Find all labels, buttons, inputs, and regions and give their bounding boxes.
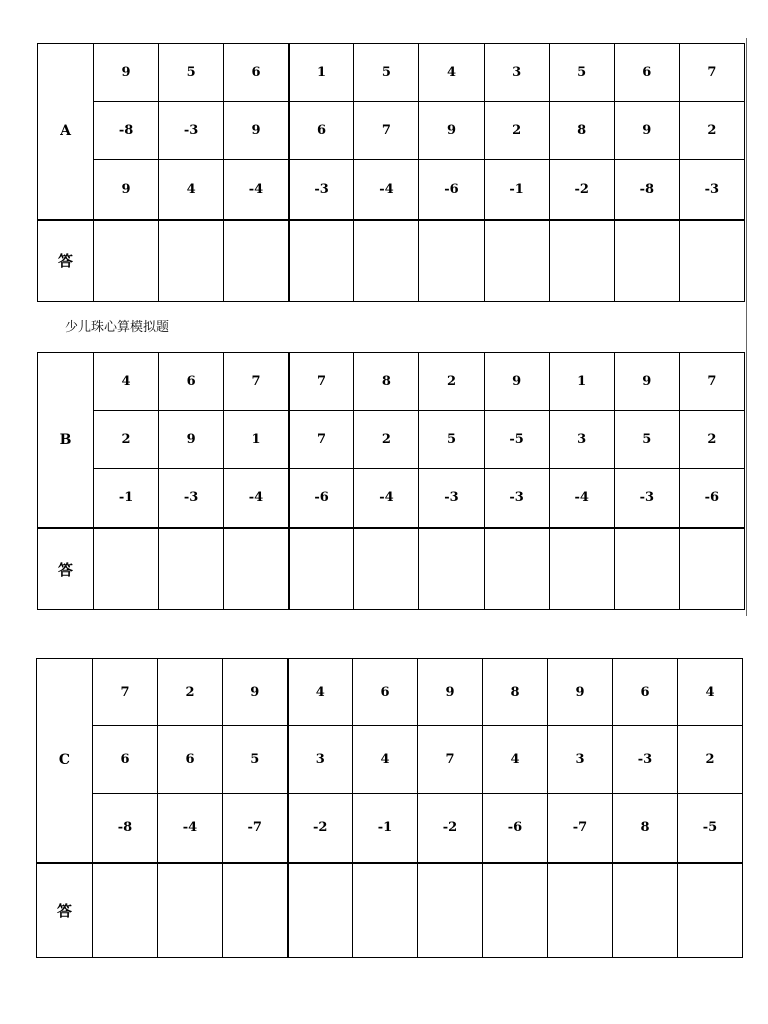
answer-cell[interactable]	[678, 863, 743, 958]
number-cell: 2	[679, 410, 744, 468]
number-cell: -4	[549, 468, 614, 528]
number-cell: 9	[548, 659, 613, 726]
worksheet-table-c	[36, 658, 743, 958]
number-cell: 3	[288, 726, 353, 793]
number-cell: -3	[289, 160, 354, 220]
number-cell: 8	[483, 659, 548, 726]
number-cell: -4	[158, 793, 223, 862]
answer-label: 答	[37, 863, 93, 958]
number-cell: -3	[419, 468, 484, 528]
answer-cell[interactable]	[679, 220, 744, 302]
number-cell: 2	[679, 102, 744, 160]
number-cell: 9	[614, 102, 679, 160]
answer-cell[interactable]	[159, 220, 224, 302]
answer-label: 答	[38, 220, 94, 302]
number-cell: -3	[159, 468, 224, 528]
number-cell: 7	[289, 353, 354, 411]
number-cell: 5	[549, 44, 614, 102]
problem-row	[38, 468, 745, 528]
number-cell: -6	[289, 468, 354, 528]
answer-cell[interactable]	[418, 863, 483, 958]
number-cell: 7	[93, 659, 158, 726]
number-cell: -1	[94, 468, 159, 528]
answer-cell[interactable]	[94, 528, 159, 609]
answer-cell[interactable]	[548, 863, 613, 958]
number-cell: 4	[353, 726, 418, 793]
section-label: A	[38, 44, 94, 220]
number-cell: 4	[419, 44, 484, 102]
number-cell: 6	[93, 726, 158, 793]
answer-cell[interactable]	[158, 863, 223, 958]
number-cell: -8	[94, 102, 159, 160]
number-cell: -5	[484, 410, 549, 468]
number-cell: -8	[614, 160, 679, 220]
number-cell: 9	[418, 659, 483, 726]
number-cell: -8	[93, 793, 158, 862]
problem-row	[38, 410, 745, 468]
problem-row	[37, 659, 743, 726]
answer-cell[interactable]	[419, 528, 484, 609]
answer-cell[interactable]	[289, 528, 354, 609]
answer-cell[interactable]	[679, 528, 744, 609]
number-cell: 6	[159, 353, 224, 411]
worksheet-table-b	[37, 352, 745, 610]
number-cell: 3	[484, 44, 549, 102]
worksheet-caption: 少儿珠心算模拟题	[65, 320, 170, 335]
number-cell: -5	[678, 793, 743, 862]
number-cell: -2	[418, 793, 483, 862]
number-cell: 7	[418, 726, 483, 793]
number-cell: 3	[549, 410, 614, 468]
number-cell: 5	[419, 410, 484, 468]
number-cell: -4	[224, 160, 289, 220]
answer-cell[interactable]	[549, 220, 614, 302]
answer-cell[interactable]	[484, 220, 549, 302]
problem-row	[38, 44, 745, 102]
answer-cell[interactable]	[419, 220, 484, 302]
number-cell: 9	[94, 44, 159, 102]
number-cell: 2	[354, 410, 419, 468]
number-cell: 9	[159, 410, 224, 468]
answer-cell[interactable]	[224, 220, 289, 302]
answer-cell[interactable]	[353, 863, 418, 958]
problem-row	[37, 793, 743, 862]
number-cell: -7	[223, 793, 288, 862]
number-cell: 4	[678, 659, 743, 726]
answer-cell[interactable]	[483, 863, 548, 958]
problem-row	[38, 160, 745, 220]
number-cell: -4	[224, 468, 289, 528]
section-label: B	[38, 353, 94, 529]
number-cell: 4	[483, 726, 548, 793]
number-cell: 2	[158, 659, 223, 726]
problem-row	[38, 102, 745, 160]
answer-cell[interactable]	[288, 863, 353, 958]
number-cell: 6	[224, 44, 289, 102]
number-cell: 7	[354, 102, 419, 160]
answer-row	[37, 863, 743, 958]
problem-row	[38, 353, 745, 411]
number-cell: 6	[158, 726, 223, 793]
answer-cell[interactable]	[223, 863, 288, 958]
answer-cell[interactable]	[93, 863, 158, 958]
answer-cell[interactable]	[484, 528, 549, 609]
answer-cell[interactable]	[289, 220, 354, 302]
answer-cell[interactable]	[94, 220, 159, 302]
number-cell: 4	[288, 659, 353, 726]
number-cell: 5	[223, 726, 288, 793]
number-cell: 3	[548, 726, 613, 793]
number-cell: 6	[613, 659, 678, 726]
number-cell: -3	[484, 468, 549, 528]
section-label: C	[37, 659, 93, 863]
number-cell: 5	[614, 410, 679, 468]
answer-cell[interactable]	[613, 863, 678, 958]
number-cell: 2	[678, 726, 743, 793]
number-cell: 8	[354, 353, 419, 411]
number-cell: -2	[549, 160, 614, 220]
answer-row	[38, 528, 745, 609]
number-cell: 2	[94, 410, 159, 468]
number-cell: 7	[224, 353, 289, 411]
number-cell: 6	[614, 44, 679, 102]
number-cell: -7	[548, 793, 613, 862]
number-cell: 4	[159, 160, 224, 220]
answer-cell[interactable]	[614, 528, 679, 609]
number-cell: 5	[159, 44, 224, 102]
number-cell: -1	[484, 160, 549, 220]
number-cell: 7	[679, 353, 744, 411]
number-cell: -2	[288, 793, 353, 862]
answer-cell[interactable]	[159, 528, 224, 609]
answer-cell[interactable]	[354, 220, 419, 302]
number-cell: 4	[94, 353, 159, 411]
number-cell: 9	[223, 659, 288, 726]
number-cell: 5	[354, 44, 419, 102]
number-cell: -1	[353, 793, 418, 862]
number-cell: 6	[353, 659, 418, 726]
number-cell: -3	[679, 160, 744, 220]
number-cell: 6	[289, 102, 354, 160]
worksheet-table-a	[37, 43, 745, 302]
number-cell: 8	[549, 102, 614, 160]
number-cell: -3	[159, 102, 224, 160]
number-cell: 1	[549, 353, 614, 411]
number-cell: 9	[224, 102, 289, 160]
number-cell: 9	[614, 353, 679, 411]
number-cell: -4	[354, 160, 419, 220]
number-cell: 1	[224, 410, 289, 468]
number-cell: 9	[484, 353, 549, 411]
number-cell: 1	[289, 44, 354, 102]
number-cell: 2	[419, 353, 484, 411]
answer-cell[interactable]	[614, 220, 679, 302]
answer-cell[interactable]	[224, 528, 289, 609]
number-cell: 8	[613, 793, 678, 862]
number-cell: -6	[679, 468, 744, 528]
number-cell: 7	[289, 410, 354, 468]
number-cell: -3	[614, 468, 679, 528]
answer-cell[interactable]	[549, 528, 614, 609]
page-edge-line	[746, 38, 747, 616]
problem-row	[37, 726, 743, 793]
answer-label: 答	[38, 528, 94, 609]
number-cell: 9	[419, 102, 484, 160]
answer-row	[38, 220, 745, 302]
number-cell: 9	[94, 160, 159, 220]
number-cell: -6	[483, 793, 548, 862]
number-cell: -4	[354, 468, 419, 528]
number-cell: -6	[419, 160, 484, 220]
number-cell: 7	[679, 44, 744, 102]
answer-cell[interactable]	[354, 528, 419, 609]
number-cell: -3	[613, 726, 678, 793]
number-cell: 2	[484, 102, 549, 160]
